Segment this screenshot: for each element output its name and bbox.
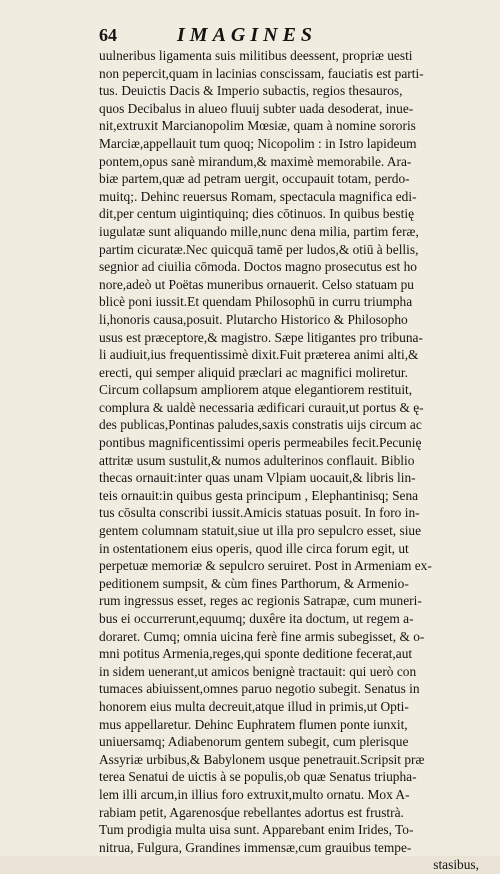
page-number: 64 — [99, 25, 117, 45]
text-line: partim cicuratæ.Nec quicquā tamē per ludos,& otiū à bellis, — [99, 241, 419, 257]
text-line: nitrua, Fulgura, Grandines immensæ,cum grauibus tempe- — [99, 839, 412, 855]
text-line: doraret. Cumq; omnia uicina ferè fine armis subegisset, & o- — [99, 628, 425, 644]
text-line: gentem columnam statuit,siue ut illa pro sepulcro esset, siue — [99, 523, 422, 539]
text-line: uniuersamq; Adiabenorum gentem subegit, cum plerisque — [99, 734, 409, 750]
text-line: biæ partem,quæ ad petram uergit, occupauit totam, perdo- — [99, 171, 410, 187]
text-line: segnior ad ciuilia cōmoda. Doctos magno prosecutus est ho — [99, 259, 417, 275]
text-line: Tum prodigia multa uisa sunt. Apparebant enim Irides, To- — [99, 822, 414, 838]
text-line: nore,adeò ut Poëtas muneribus ornauerit. Celso statuam pu — [99, 276, 414, 292]
text-line: usus est præceptore,& magistro. Sæpe litigantes pro tribuna- — [99, 329, 423, 345]
text-line: muitq;. Dehinc reuersus Romam, spectacula magnifica edi- — [99, 188, 417, 204]
text-line: dit,per centum uigintiquinq; dies cōtinuos. In quibus bestię — [99, 206, 415, 222]
text-line: complura & ualdè necessaria ædificari curauit,ut portus & ę- — [99, 399, 424, 415]
text-line: stasibus, — [433, 857, 479, 873]
text-line: li,honoris causa,posuit. Plutarcho Historico & Philosopho — [99, 311, 408, 327]
text-line: rabiam petit, Agarenosq́ue rebellantes adortus est frustrà. — [99, 804, 404, 820]
text-line: bus ei occurrerunt,equumq; duxêre ita doctum, ut regem a- — [99, 611, 414, 626]
text-line: tumaces abiuissent,omnes paruo negotio subegit. Senatus in — [99, 681, 420, 697]
text-line: in sidem uenerant,ut amicos benignè tractauit: qui uerò con — [99, 663, 417, 679]
text-line: tus cōsulta conscribi iussit.Amicis statuas posuit. In foro in- — [99, 505, 420, 521]
text-line: honorem eius multa decreuit,atque illud in primis,ut Opti- — [99, 698, 409, 714]
text-line: nit,extruxit Marcianopolim Mœsiæ, quam à nomine sororis — [99, 118, 416, 134]
text-line: mus appellaretur. Dehinc Euphratem flumen ponte iunxit, — [99, 716, 408, 732]
text-line: terea Senatui de uictis à se populis,ob quæ Senatus triupha- — [99, 769, 417, 785]
text-line: iugulatæ sunt aliquando mille,nunc dena milia, partim feræ, — [99, 223, 419, 239]
text-line: des publicas,Pontinas paludes,saxis constratis uijs circum ac — [99, 417, 422, 433]
text-line: in ostentationem eius operis, quod ille circa forum egit, ut — [99, 540, 409, 556]
text-line: erecti, qui semper aliquid præclari ac magnifici moliretur. — [99, 364, 408, 380]
body-text — [99, 47, 479, 874]
text-line: teis ornauit:in quibus gesta principum , Elephantinisq; Sena — [99, 487, 419, 503]
text-line: rum ingressus esset, reges ac regionis Satrapæ, cum muneri- — [99, 593, 422, 609]
text-line: lem illi arcum,in illius foro extruxit,multo ornatu. Mox A- — [99, 786, 410, 802]
text-line: blicè poni iussit.Et quendam Philosophū in curru triumpha — [99, 294, 413, 310]
text-line: Assyriæ urbibus,& Babylonem usque penetrauit.Scripsit præ — [99, 751, 425, 767]
running-head: IMAGINES — [177, 24, 318, 46]
text-line: li audiuit,ius frequentissimè dixit.Fuit præterea animi alti,& — [99, 347, 419, 363]
text-line: non pepercit,quam in lacinias conscissam, fauciatis est parti- — [99, 65, 424, 81]
text-line: perpetuæ memoriæ & sepulcro seruiret. Post in Armeniam ex- — [99, 558, 432, 574]
text-line: attritæ usum sustulit,& numos adulterinos conflauit. Biblio — [99, 452, 415, 468]
text-line: pontibus magnificentissimi operis permeabiles fecit.Pecunię — [99, 435, 422, 451]
text-line: peditionem sumpsit, & cùm fines Parthorum, & Armenio- — [99, 575, 409, 591]
text-line: uulneribus ligamenta suis militibus deessent, propriæ uesti — [99, 48, 413, 63]
text-line: thecas ornauit:inter quas unam Vlpiam uocauit,& libris lin- — [99, 470, 416, 486]
text-line: quos Decibalus in alueo fluuij subter uada desoderat, inue- — [99, 100, 414, 116]
text-line: pontem,opus sanè mirandum,& maximè memorabile. Ara- — [99, 153, 412, 169]
text-line: mni potitus Armenia,reges,qui sponte deditione fecerat,aut — [99, 646, 413, 662]
text-line: Circum collapsum ampliorem atque elegantiorem restituit, — [99, 382, 413, 398]
text-line: Marciæ,appellauit tum quoq; Nicopolim : in Istro lapideum — [99, 135, 417, 151]
text-line: tus. Deuictis Dacis & Imperio subactis, regios thesauros, — [99, 83, 403, 99]
